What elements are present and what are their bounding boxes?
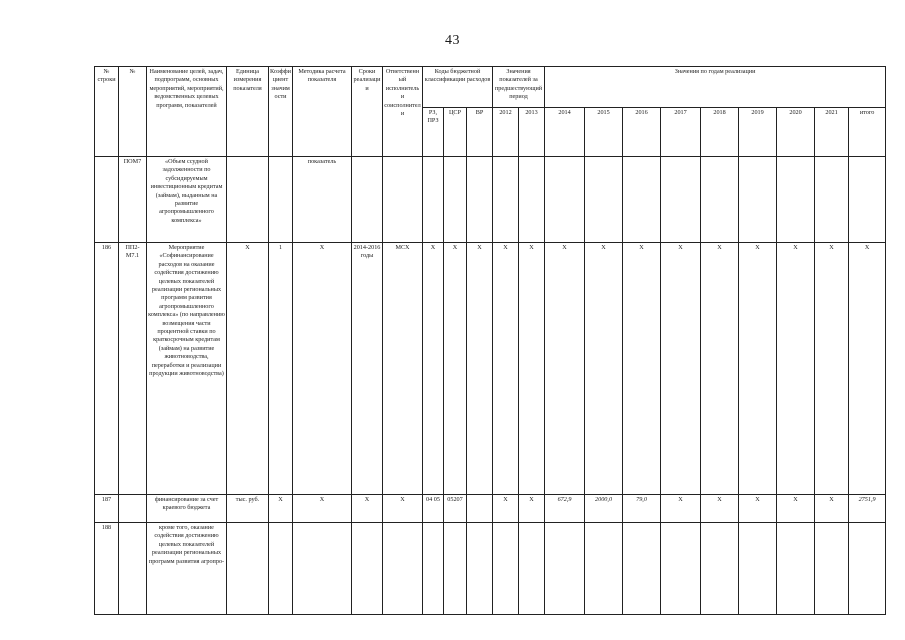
cell-vr: X [467,243,493,495]
cell-coef [269,157,293,243]
cell-2019 [739,157,777,243]
header-year-2020: 2020 [777,108,815,157]
header-terms: Сроки реализации [352,67,383,157]
cell-method: показатель [293,157,352,243]
header-year-2021: 2021 [815,108,849,157]
cell-name: финансирование за счет краевого бюджета [147,495,227,523]
header-executor: Ответственный исполнитель и соисполнители [383,67,423,157]
cell-csr [444,157,467,243]
cell-coef: X [269,495,293,523]
cell-2012 [493,523,519,615]
cell-executor: МСХ [383,243,423,495]
cell-2020 [777,523,815,615]
table-row-186 [95,243,886,495]
header-year-2018: 2018 [701,108,739,157]
header-method: Методика расчета показателя [293,67,352,157]
cell-csr [444,523,467,615]
table-row-pom7 [95,157,886,243]
cell-2013: X [519,243,545,495]
cell-2021: X [815,495,849,523]
cell-code [119,523,147,615]
cell-2015: 2000,0 [585,495,623,523]
cell-code [119,495,147,523]
cell-executor [383,157,423,243]
cell-terms: 2014-2016 годы [352,243,383,495]
cell-2012: X [493,243,519,495]
header-year-2019: 2019 [739,108,777,157]
cell-name: кроме того, оказание содействия достижению целевых показателей реализации региональных программ развития агропро- [147,523,227,615]
cell-2018: X [701,243,739,495]
cell-row-no: 186 [95,243,119,495]
cell-unit: X [227,243,269,495]
header-year-2017: 2017 [661,108,701,157]
cell-csr: 05207 [444,495,467,523]
cell-coef: 1 [269,243,293,495]
cell-2019: X [739,243,777,495]
cell-name: «Объем ссудной задолженности по субсидируемым инвестиционным кредитам (займам), выданным на развитие агропромышленного комплекса» [147,157,227,243]
cell-row-no: 187 [95,495,119,523]
cell-2015: X [585,243,623,495]
header-code-no: № [119,67,147,157]
cell-executor: X [383,495,423,523]
cell-total [849,157,886,243]
cell-2020 [777,157,815,243]
header-rz: РЗ, ПРЗ [423,108,444,157]
cell-coef [269,523,293,615]
cell-total: X [849,243,886,495]
cell-2016 [623,523,661,615]
cell-executor [383,523,423,615]
cell-2019 [739,523,777,615]
cell-2021: X [815,243,849,495]
program-indicators-table [94,66,886,615]
header-row-top [95,67,886,108]
cell-2020: X [777,495,815,523]
header-year-2013: 2013 [519,108,545,157]
cell-rz: X [423,243,444,495]
cell-code: ПОМ7 [119,157,147,243]
cell-2021 [815,157,849,243]
cell-2017: X [661,495,701,523]
cell-unit [227,523,269,615]
cell-2015 [585,157,623,243]
header-prev-values: Значения показателей за предшествующий период [493,67,545,108]
header-year-2016: 2016 [623,108,661,157]
cell-row-no [95,157,119,243]
cell-vr [467,157,493,243]
cell-unit: тыс. руб. [227,495,269,523]
cell-vr [467,523,493,615]
cell-unit [227,157,269,243]
cell-csr: X [444,243,467,495]
cell-name: Мероприятие «Софинансирование расходов на оказание содействия достижению целевых показателей реализации региональных программ развития агропромышленного комплекса» (по направлению возмещения части процентной ставки по краткосрочным кредитам (займам) на развитие животноводства, переработки и реализации продукции животноводства) [147,243,227,495]
cell-terms [352,523,383,615]
cell-2016 [623,157,661,243]
cell-2015 [585,523,623,615]
cell-2017: X [661,243,701,495]
page-number: 43 [445,33,460,48]
cell-total: 2751,9 [849,495,886,523]
cell-2016: 79,0 [623,495,661,523]
cell-2018 [701,157,739,243]
cell-2014: X [545,243,585,495]
header-name: Наименование целей, задач, подпрограмм, основных мероприятий, мероприятий, ведомственных целевых программ, показателей [147,67,227,157]
header-years-values: Значения по годам реализации [545,67,886,108]
cell-terms: X [352,495,383,523]
cell-method [293,523,352,615]
cell-2018 [701,523,739,615]
cell-2021 [815,523,849,615]
cell-rz: 04 05 [423,495,444,523]
cell-2013 [519,157,545,243]
cell-rz [423,523,444,615]
cell-vr [467,495,493,523]
header-budget-codes: Коды бюджетной классификации расходов [423,67,493,108]
header-coef: Коэффициент значимости [269,67,293,157]
header-unit: Единица измерения показателя [227,67,269,157]
header-year-2015: 2015 [585,108,623,157]
header-total: итого [849,108,886,157]
table-row-187 [95,495,886,523]
cell-2016: X [623,243,661,495]
header-year-2014: 2014 [545,108,585,157]
table-row-188 [95,523,886,615]
cell-2013: X [519,495,545,523]
cell-2018: X [701,495,739,523]
cell-2012 [493,157,519,243]
cell-2013 [519,523,545,615]
cell-2014: 672,9 [545,495,585,523]
header-row-no: № строки [95,67,119,157]
cell-method: X [293,495,352,523]
cell-2020: X [777,243,815,495]
cell-terms [352,157,383,243]
cell-total [849,523,886,615]
cell-2014 [545,157,585,243]
cell-2017 [661,523,701,615]
header-year-2012: 2012 [493,108,519,157]
cell-method: X [293,243,352,495]
cell-2019: X [739,495,777,523]
cell-2014 [545,523,585,615]
cell-code: ПП2-М7.1 [119,243,147,495]
header-vr: ВР [467,108,493,157]
cell-rz [423,157,444,243]
cell-2012: X [493,495,519,523]
cell-row-no: 188 [95,523,119,615]
cell-2017 [661,157,701,243]
header-csr: ЦСР [444,108,467,157]
